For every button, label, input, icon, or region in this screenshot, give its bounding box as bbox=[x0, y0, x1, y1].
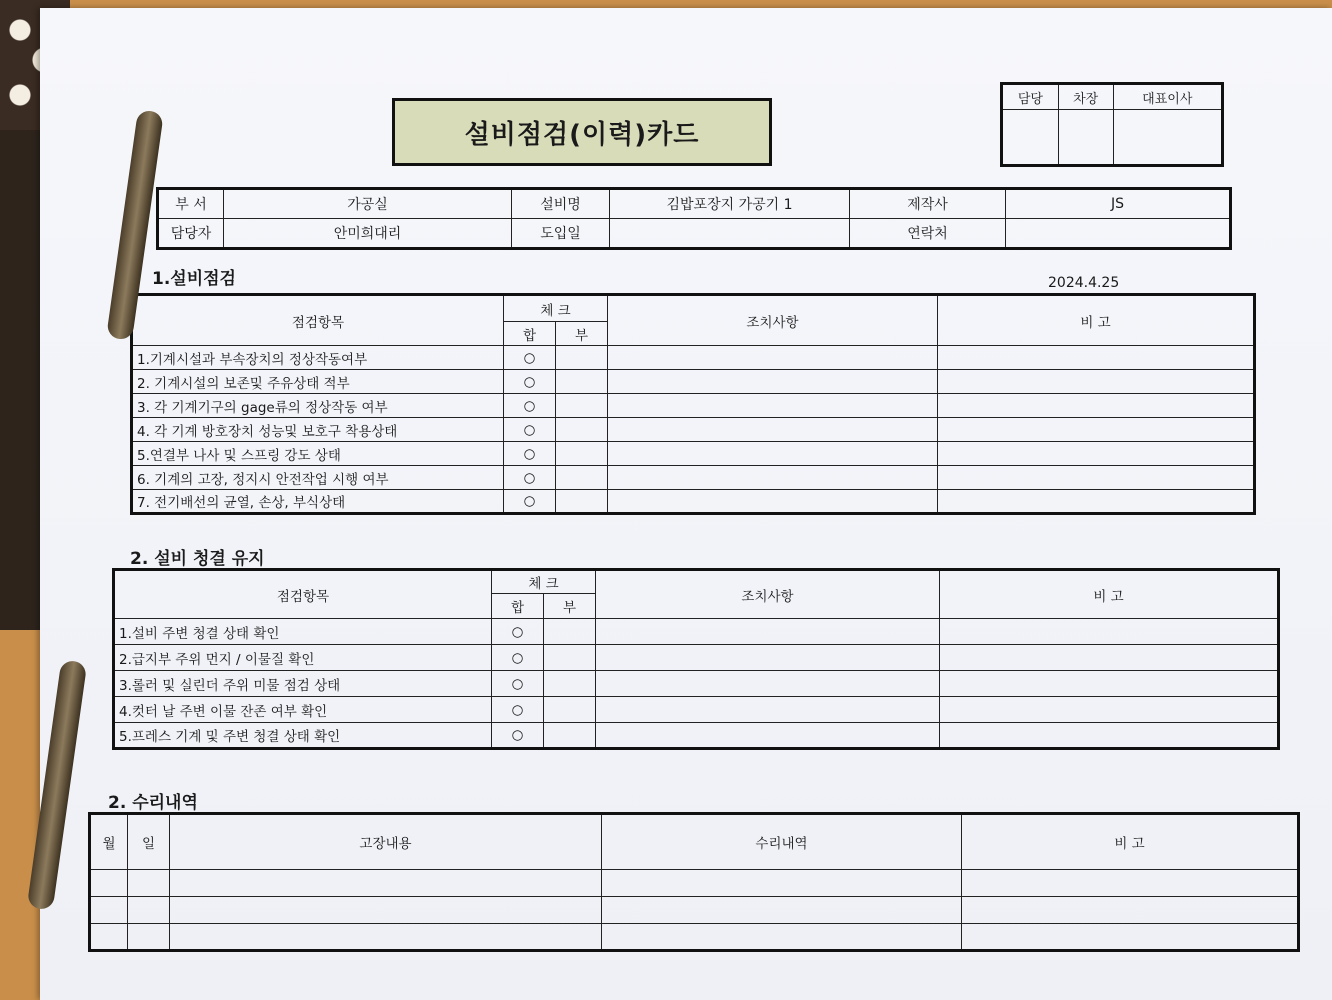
note-cell[interactable] bbox=[938, 442, 1255, 466]
signature-box[interactable] bbox=[1058, 110, 1113, 166]
action-cell[interactable] bbox=[608, 370, 938, 394]
checklist-item: 4.컷터 날 주변 이물 잔존 여부 확인 bbox=[114, 697, 492, 723]
approval-label: 차장 bbox=[1058, 84, 1113, 110]
checklist-row bbox=[114, 671, 1279, 697]
equipment-info-table bbox=[156, 187, 1232, 250]
note-cell[interactable] bbox=[938, 418, 1255, 442]
header-fail: 부 bbox=[556, 322, 608, 346]
empty-cell[interactable] bbox=[170, 924, 602, 951]
fail-mark[interactable] bbox=[556, 442, 608, 466]
note-cell[interactable] bbox=[938, 370, 1255, 394]
header-item: 점검항목 bbox=[114, 570, 492, 619]
action-cell[interactable] bbox=[608, 442, 938, 466]
section2-table bbox=[112, 568, 1280, 750]
header-fail: 부 bbox=[544, 594, 596, 619]
checklist-row bbox=[132, 346, 1255, 370]
checklist-item: 7. 전기배선의 균열, 손상, 부식상태 bbox=[132, 490, 504, 514]
header-fault: 고장내용 bbox=[170, 814, 602, 870]
contact-label: 연락처 bbox=[850, 219, 1006, 249]
header-pass: 합 bbox=[492, 594, 544, 619]
note-cell[interactable] bbox=[938, 466, 1255, 490]
header-item: 점검항목 bbox=[132, 295, 504, 346]
contact-value[interactable] bbox=[1006, 219, 1231, 249]
action-cell[interactable] bbox=[608, 394, 938, 418]
section1-rows bbox=[132, 346, 1255, 514]
pass-mark[interactable]: ○ bbox=[504, 370, 556, 394]
header-check: 체 크 bbox=[492, 570, 596, 594]
intro-value[interactable] bbox=[610, 219, 850, 249]
approval-table bbox=[1000, 82, 1224, 167]
note-cell[interactable] bbox=[940, 671, 1279, 697]
header-note: 비 고 bbox=[940, 570, 1279, 619]
checklist-row bbox=[114, 697, 1279, 723]
empty-cell[interactable] bbox=[128, 924, 170, 951]
header-action: 조치사항 bbox=[596, 570, 940, 619]
note-cell[interactable] bbox=[940, 645, 1279, 671]
checklist-row bbox=[132, 370, 1255, 394]
pass-mark[interactable]: ○ bbox=[492, 723, 544, 749]
pass-mark[interactable]: ○ bbox=[504, 394, 556, 418]
checklist-item: 4. 각 기계 방호장치 성능및 보호구 착용상태 bbox=[132, 418, 504, 442]
action-cell[interactable] bbox=[596, 645, 940, 671]
checklist-item: 1.설비 주변 청결 상태 확인 bbox=[114, 619, 492, 645]
dept-label: 부 서 bbox=[158, 189, 224, 219]
empty-cell[interactable] bbox=[602, 870, 962, 897]
checklist-row bbox=[114, 645, 1279, 671]
action-cell[interactable] bbox=[608, 418, 938, 442]
fail-mark[interactable] bbox=[556, 346, 608, 370]
background-shadow bbox=[0, 130, 40, 630]
pass-mark[interactable]: ○ bbox=[492, 671, 544, 697]
dept-value: 가공실 bbox=[224, 189, 512, 219]
section1-title: 1.설비점검 bbox=[152, 269, 236, 289]
section2-rows bbox=[114, 619, 1279, 749]
empty-cell[interactable] bbox=[962, 870, 1299, 897]
empty-cell[interactable] bbox=[128, 870, 170, 897]
pass-mark[interactable]: ○ bbox=[504, 346, 556, 370]
pass-mark[interactable]: ○ bbox=[492, 697, 544, 723]
empty-cell[interactable] bbox=[170, 897, 602, 924]
fail-mark[interactable] bbox=[556, 466, 608, 490]
action-cell[interactable] bbox=[596, 671, 940, 697]
fail-mark[interactable] bbox=[544, 723, 596, 749]
checklist-item: 5.프레스 기계 및 주변 청결 상태 확인 bbox=[114, 723, 492, 749]
empty-cell[interactable] bbox=[90, 870, 128, 897]
header-repair: 수리내역 bbox=[602, 814, 962, 870]
pass-mark[interactable]: ○ bbox=[504, 490, 556, 514]
note-cell[interactable] bbox=[938, 490, 1255, 514]
empty-cell[interactable] bbox=[90, 897, 128, 924]
checklist-row bbox=[132, 442, 1255, 466]
empty-cell[interactable] bbox=[128, 897, 170, 924]
checklist-item: 6. 기계의 고장, 정지시 안전작업 시행 여부 bbox=[132, 466, 504, 490]
header-pass: 합 bbox=[504, 322, 556, 346]
checklist-item: 2.급지부 주위 먼지 / 이물질 확인 bbox=[114, 645, 492, 671]
fail-mark[interactable] bbox=[544, 619, 596, 645]
header-month: 월 bbox=[90, 814, 128, 870]
checklist-item: 1.기계시설과 부속장치의 정상작동여부 bbox=[132, 346, 504, 370]
intro-label: 도입일 bbox=[512, 219, 610, 249]
section1-table bbox=[130, 293, 1256, 515]
note-cell[interactable] bbox=[940, 723, 1279, 749]
empty-cell[interactable] bbox=[602, 897, 962, 924]
checklist-item: 5.연결부 나사 및 스프링 강도 상태 bbox=[132, 442, 504, 466]
action-cell[interactable] bbox=[608, 490, 938, 514]
checklist-row bbox=[132, 490, 1255, 514]
header-note: 비 고 bbox=[962, 814, 1299, 870]
header-day: 일 bbox=[128, 814, 170, 870]
action-cell[interactable] bbox=[608, 466, 938, 490]
checklist-item: 3.롤러 및 실린더 주위 미물 점검 상태 bbox=[114, 671, 492, 697]
fail-mark[interactable] bbox=[556, 490, 608, 514]
note-cell[interactable] bbox=[938, 394, 1255, 418]
fail-mark[interactable] bbox=[556, 370, 608, 394]
empty-cell[interactable] bbox=[90, 924, 128, 951]
fail-mark[interactable] bbox=[544, 645, 596, 671]
inspection-date: 2024.4.25 bbox=[1048, 275, 1120, 291]
header-note: 비 고 bbox=[938, 295, 1255, 346]
equip-label: 설비명 bbox=[512, 189, 610, 219]
checklist-row bbox=[132, 394, 1255, 418]
signature-box[interactable] bbox=[1113, 110, 1222, 166]
checklist-row bbox=[114, 619, 1279, 645]
note-cell[interactable] bbox=[940, 697, 1279, 723]
pass-mark[interactable]: ○ bbox=[504, 442, 556, 466]
note-cell[interactable] bbox=[940, 619, 1279, 645]
checklist-row bbox=[114, 723, 1279, 749]
equip-value: 김밥포장지 가공기 1 bbox=[610, 189, 850, 219]
pass-mark[interactable]: ○ bbox=[492, 619, 544, 645]
action-cell[interactable] bbox=[596, 619, 940, 645]
fail-mark[interactable] bbox=[544, 697, 596, 723]
maker-label: 제작사 bbox=[850, 189, 1006, 219]
section3-title: 2. 수리내역 bbox=[108, 793, 198, 813]
action-cell[interactable] bbox=[596, 723, 940, 749]
checklist-item: 3. 각 기계기구의 gage류의 정상작동 여부 bbox=[132, 394, 504, 418]
maker-value: JS bbox=[1006, 189, 1231, 219]
pass-mark[interactable]: ○ bbox=[504, 418, 556, 442]
document-title: 설비점검(이력)카드 bbox=[392, 98, 772, 166]
action-cell[interactable] bbox=[608, 346, 938, 370]
header-action: 조치사항 bbox=[608, 295, 938, 346]
pass-mark[interactable]: ○ bbox=[504, 466, 556, 490]
checklist-row bbox=[132, 466, 1255, 490]
fail-mark[interactable] bbox=[556, 394, 608, 418]
checklist-item: 2. 기계시설의 보존및 주유상태 적부 bbox=[132, 370, 504, 394]
approval-label: 담당 bbox=[1002, 84, 1059, 110]
header-check: 체 크 bbox=[504, 295, 608, 322]
empty-cell[interactable] bbox=[962, 924, 1299, 951]
section2-title: 2. 설비 청결 유지 bbox=[130, 549, 265, 569]
signature-box[interactable] bbox=[1002, 110, 1059, 166]
fail-mark[interactable] bbox=[556, 418, 608, 442]
empty-cell[interactable] bbox=[170, 870, 602, 897]
pass-mark[interactable]: ○ bbox=[492, 645, 544, 671]
repair-history-table bbox=[88, 812, 1300, 952]
checklist-row bbox=[132, 418, 1255, 442]
fail-mark[interactable] bbox=[544, 671, 596, 697]
empty-cell[interactable] bbox=[962, 897, 1299, 924]
manager-label: 담당자 bbox=[158, 219, 224, 249]
action-cell[interactable] bbox=[596, 697, 940, 723]
manager-value: 안미희대리 bbox=[224, 219, 512, 249]
note-cell[interactable] bbox=[938, 346, 1255, 370]
empty-cell[interactable] bbox=[602, 924, 962, 951]
approval-label: 대표이사 bbox=[1113, 84, 1222, 110]
